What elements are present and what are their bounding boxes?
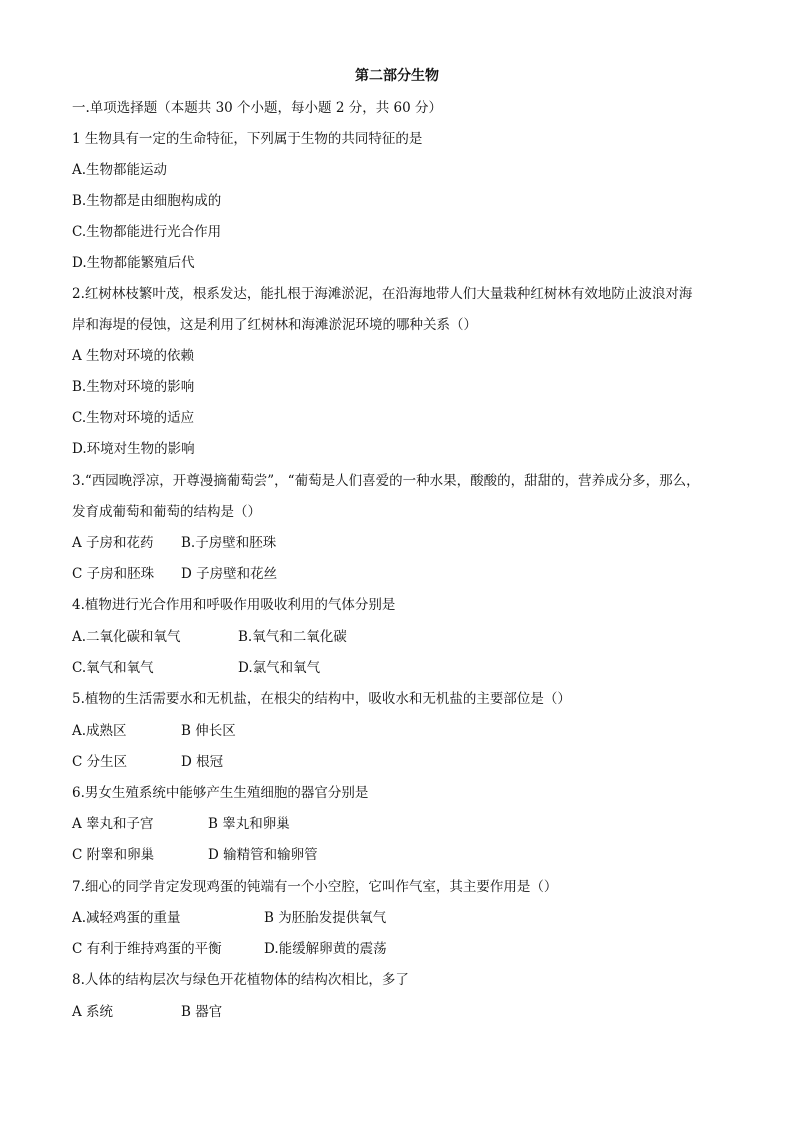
page-title: 第二部分生物	[355, 68, 439, 84]
question-8-stem: 8.人体的结构层次与绿色开花植物体的结构次相比，多了	[72, 972, 409, 988]
section-heading: 一.单项选择题（本题共 30 个小题，每小题 2 分，共 60 分）	[72, 100, 442, 116]
question-7-option-d: D.能缓解卵黄的震荡	[264, 941, 387, 957]
question-5-stem: 5.植物的生活需要水和无机盐，在根尖的结构中，吸收水和无机盐的主要部位是（）	[72, 691, 571, 707]
question-5-option-d: D 根冠	[181, 754, 224, 770]
question-2-option-a: A 生物对环境的依赖	[72, 348, 195, 364]
question-3-stem-line-1: 3.“西园晚浮凉，开尊漫摘葡萄尝”，“葡萄是人们喜爱的一种水果，酸酸的，甜甜的，营养成分多，那么，	[72, 473, 700, 489]
question-3-option-c: C 子房和胚珠	[72, 566, 155, 582]
question-5-option-a: A.成熟区	[72, 723, 127, 739]
question-1-option-d: D.生物都能繁殖后代	[72, 255, 195, 271]
question-7-option-c: C 有利于维持鸡蛋的平衡	[72, 941, 222, 957]
question-2-option-d: D.环境对生物的影响	[72, 441, 195, 457]
question-4-option-a: A.二氧化碳和氧气	[72, 629, 181, 645]
question-1-option-b: B.生物都是由细胞构成的	[72, 193, 222, 209]
question-6-stem: 6.男女生殖系统中能够产生生殖细胞的器官分别是	[72, 785, 369, 801]
question-2-stem-line-2: 岸和海堤的侵蚀，这是利用了红树林和海滩淤泥环境的哪种关系（）	[72, 317, 477, 333]
question-3-option-b: B.子房壁和胚珠	[181, 535, 277, 551]
question-5-option-c: C 分生区	[72, 754, 128, 770]
question-1-option-c: C.生物都能进行光合作用	[72, 224, 222, 240]
question-2-option-b: B.生物对环境的影响	[72, 379, 195, 395]
question-6-option-d: D 输精管和输卵管	[208, 847, 318, 863]
question-8-option-a: A 系统	[72, 1004, 114, 1020]
question-2-stem-line-1: 2.红树林枝繁叶茂，根系发达，能扎根于海滩淤泥，在沿海地带人们大量栽种红树林有效地防止波浪对海	[72, 286, 693, 302]
question-3-option-a: A 子房和花药	[72, 535, 154, 551]
question-4-option-c: C.氧气和氧气	[72, 660, 154, 676]
question-4-option-b: B.氧气和二氧化碳	[238, 629, 347, 645]
question-7-option-b: B 为胚胎发提供氧气	[264, 910, 387, 926]
question-1-option-a: A.生物都能运动	[72, 162, 168, 178]
question-6-option-b: B 睾丸和卵巢	[208, 816, 290, 832]
question-8-option-b: B 器官	[181, 1004, 223, 1020]
question-3-stem-line-2: 发育成葡萄和葡萄的结构是（）	[72, 504, 261, 520]
question-1-stem: 1 生物具有一定的生命特征，下列属于生物的共同特征的是	[72, 131, 423, 147]
question-6-option-c: C 附睾和卵巢	[72, 847, 155, 863]
question-7-option-a: A.减轻鸡蛋的重量	[72, 910, 181, 926]
question-4-option-d: D.氯气和氧气	[238, 660, 321, 676]
question-4-stem: 4.植物进行光合作用和呼吸作用吸收利用的气体分别是	[72, 597, 396, 613]
question-6-option-a: A 睾丸和子宫	[72, 816, 154, 832]
question-5-option-b: B 伸长区	[181, 723, 236, 739]
question-2-option-c: C.生物对环境的适应	[72, 410, 195, 426]
question-3-option-d: D 子房壁和花丝	[181, 566, 278, 582]
question-7-stem: 7.细心的同学肯定发现鸡蛋的钝端有一个小空腔，它叫作气室，其主要作用是（）	[72, 879, 558, 895]
